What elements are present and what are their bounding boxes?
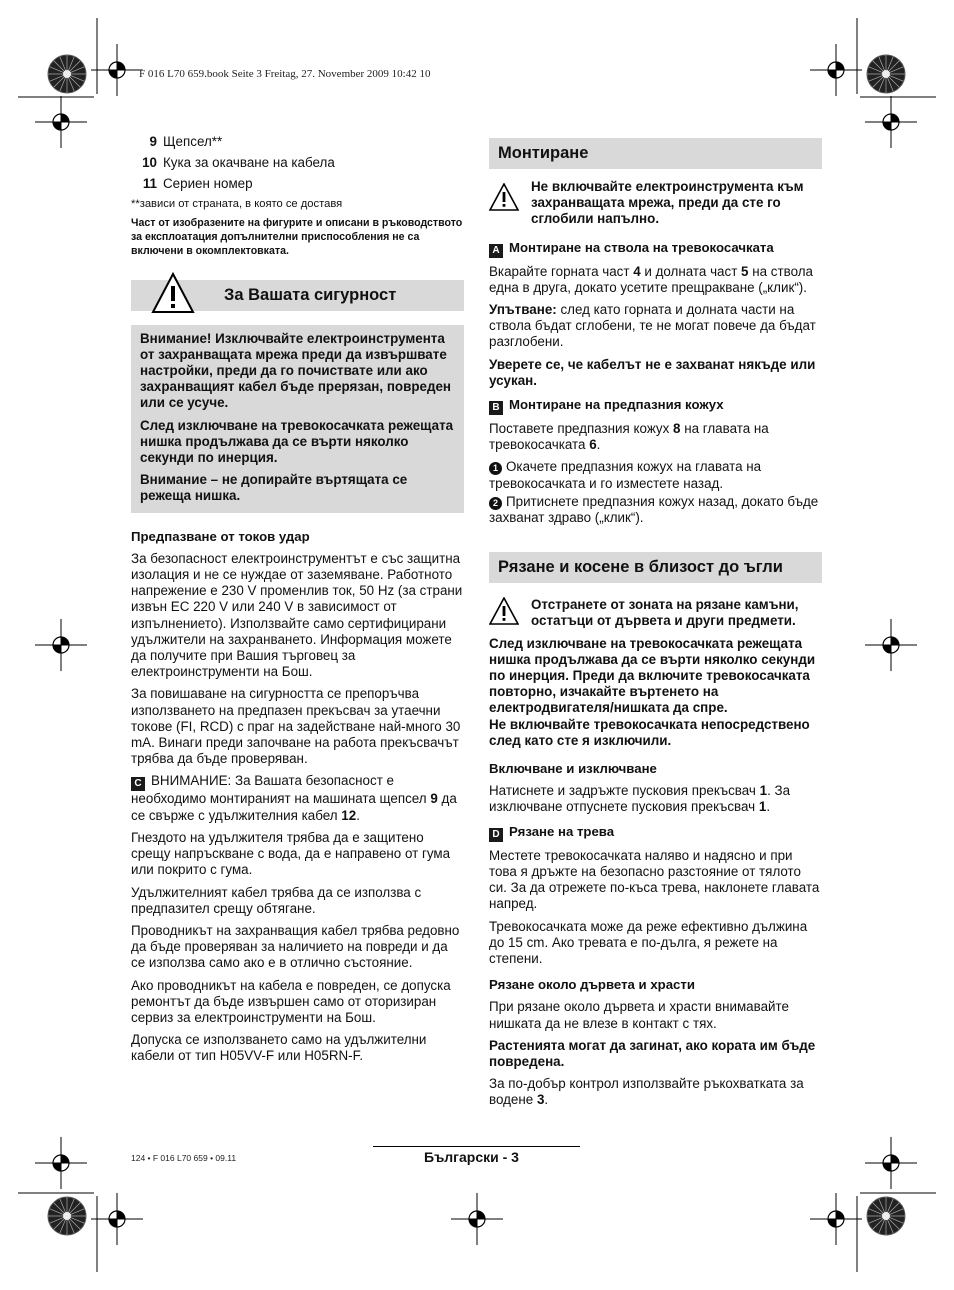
mount-title: Монтиране — [498, 144, 589, 162]
onoff-heading: Включване и изключване — [489, 761, 657, 777]
warning-triangle-icon — [151, 272, 195, 314]
rcd-paragraph: За повишаване на сигурността се препоръчва използването на предпазен прекъсвач за утаечни токове (FI, RCD) с праг на задействане най-много 30 mA. Винаги преди започване на работа прекъсвачът трябва да бъде проверяван. — [131, 686, 461, 767]
cutting-title: Рязане и косене в близост до ъгли — [498, 558, 783, 577]
safety-section-header — [131, 280, 464, 311]
figure-c-paragraph: C ВНИМАНИЕ: За Вашата безопасност е необходимо монтираният на машината щепсел 9 да се свърже с удължителния кабел 12. — [131, 773, 457, 823]
cutting-section-header — [489, 552, 822, 583]
cutting-warning: Отстранете от зоната на рязане камъни, остатъци от дървета и други предмети. — [489, 597, 822, 629]
part-item-10: 10 Кука за окачване на кабела — [142, 155, 335, 171]
safety-warning-box — [131, 325, 464, 513]
part-item-9: 9 Щепсел** — [149, 134, 223, 149]
mount-warning: Не включвайте електроинструмента към захранващата мрежа, преди да сте го сглобили напълно. — [489, 179, 822, 228]
safety-title: За Вашата сигурност — [224, 285, 397, 304]
file-header: F 016 L70 659.book Seite 3 Freitag, 27. November 2009 10:42 10 — [139, 68, 431, 80]
restart-warning: Не включвайте тревокосачката непосредствено след като сте я изключили. — [489, 716, 810, 748]
step-2: 2 Притиснете предпазния кожух назад, докато бъде захванат здраво („клик“). — [489, 493, 819, 526]
mount-section-header — [489, 138, 822, 169]
strain-paragraph: Удължителният кабел трябва да се използва с предпазител срещу обтягане. — [131, 884, 422, 916]
page-number: Български - 3 — [424, 1149, 519, 1165]
trees-heading: Рязане около дървета и храсти — [489, 977, 695, 993]
shaft-assembly-paragraph: Вкарайте горната част 4 и долната част 5 на ствола една в друга, докато усетите прещракване („клик“). — [489, 263, 813, 295]
footer-code: 124 • F 016 L70 659 • 09.11 — [131, 1153, 237, 1163]
footnote: **зависи от страната, в която се доставя — [131, 197, 343, 210]
figure-b-label: B — [489, 401, 503, 415]
shock-heading: Предпазване от токов удар — [131, 528, 310, 544]
inertia-warning: След изключване на тревокосачката режещата нишка продължава да се върти няколко секунди по инерция. Преди да включите тревокосачката повторно, изчакайте въртенето на електродвигателя/нишката да спре. — [489, 635, 816, 716]
warning-triangle-icon — [489, 183, 519, 211]
left-column — [131, 134, 464, 1071]
warning-paragraph: Внимание – не допирайте въртящата се режеща нишка. — [140, 472, 408, 504]
grass-length-paragraph: Тревокосачката може да реже ефективно дължина до 15 cm. Ако тревата е по-дълга, я режете на степени. — [489, 918, 808, 966]
footer-rule — [373, 1146, 580, 1147]
repair-paragraph: Ако проводникът на кабела е повреден, се допуска ремонтът да бъде извършен само от оторизиран сервиз за електроинструменти на Бош. — [131, 977, 451, 1025]
conductor-paragraph: Проводникът на захранващия кабел трябва редовно да бъде проверяван за наличието на повреди и да се използва само ако е в отлично състояние. — [131, 922, 460, 971]
shock-paragraph: За безопасност електроинструментът е със защитна изолация и не се нуждае от заземяване. Работното напрежение е 230 V променлив ток, 50 Hz (за страни извън ЕС 220 V или 240 V в зависимост от изпълнението). Използвайте само сертифицирани удължители на захранването. Информация можете да получите при Вашия търговец за електроинструменти на Бош. — [131, 550, 463, 680]
trees-paragraph: При рязане около дървета и храсти внимавайте нишката да не влезе в контакт с тях. — [489, 999, 789, 1031]
accessory-note: Част от изобразените на фигурите и описани в ръководството за експлоатация допълнителни приспособления не са включени в окомплектовката. — [131, 216, 463, 257]
socket-paragraph: Гнездото на удължителя трябва да е защитено срещу напръскване с вода, да е направено от гума или покрито с гума. — [131, 829, 451, 878]
warning-paragraph: След изключване на тревокосачката режещата нишка продължава да се върти няколко секунди по инерция. — [140, 417, 454, 466]
figure-b-heading: B Монтиране на предпазния кожух — [489, 397, 822, 415]
warning-triangle-icon — [489, 597, 519, 625]
hint-paragraph: Упътване: след като горната и долната части на ствола бъдат сглобени, те не могат повече да бъдат разглобени. — [489, 302, 816, 350]
figure-a-heading: A Монтиране на ствола на тревокосачката — [489, 240, 822, 258]
guard-paragraph: Поставете предпазния кожух 8 на главата на тревокосачката 6. — [489, 421, 769, 453]
figure-d-heading: D Рязане на трева — [489, 824, 822, 842]
onoff-paragraph: Натиснете и задръжте пусковия прекъсвач 1. За изключване отпуснете пусковия прекъсвач 1. — [489, 783, 791, 815]
step-1: 1 Окачете предпазния кожух на главата на тревокосачката и го изместете назад. — [489, 459, 762, 491]
figure-d-label: D — [489, 828, 503, 842]
cables-paragraph: Допуска се използването само на удължителни кабели от тип H05VV-F или H05RN-F. — [131, 1032, 427, 1064]
warning-paragraph: Внимание! Изключвайте електроинструмента от захранващата мрежа преди да извършвате настройки, преди да го почиствате или ако захранващият кабел бъде прерязан, повреден или се усуче. — [140, 330, 451, 411]
part-item-11: 11 Сериен номер — [142, 176, 253, 192]
figure-a-label: A — [489, 244, 503, 258]
right-column — [489, 138, 822, 1115]
handle-paragraph: За по-добър контрол използвайте ръкохватката за водене 3. — [489, 1076, 804, 1108]
bark-warning: Растенията могат да загинат, ако кората им бъде повредена. — [489, 1037, 816, 1069]
grass-paragraph: Местете тревокосачката наляво и надясно и при това я дръжте на безопасно разстояние от тялото си. За да отрежете по-къса трева, наклонете главата напред. — [489, 847, 820, 912]
cable-warning: Уверете се, че кабелът не е захванат някъде или усукан. — [489, 356, 816, 388]
step-2-marker: 2 — [489, 497, 502, 510]
step-1-marker: 1 — [489, 462, 502, 475]
figure-c-label: C — [131, 777, 145, 791]
